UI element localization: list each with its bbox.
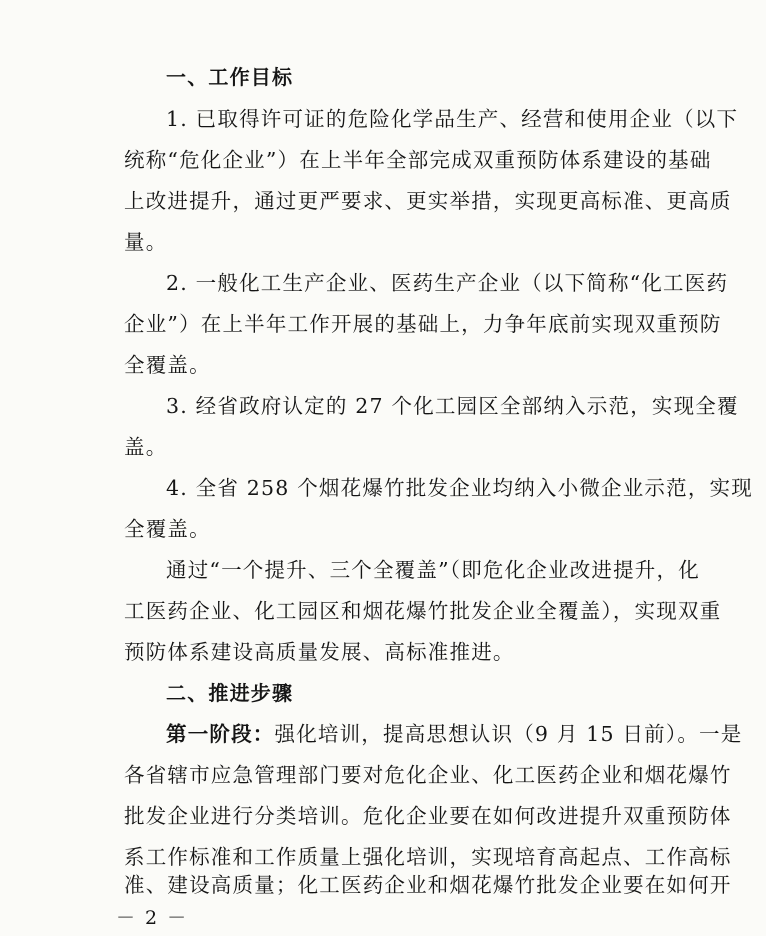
item-1-line-3: 上改进提升，通过更严要求、更实举措，实现更高标准、更高质 bbox=[124, 189, 732, 213]
stage-1-line-2: 各省辖市应急管理部门要对危化企业、化工医药企业和烟花爆竹 bbox=[124, 763, 732, 787]
stage-1-line-4: 系工作标准和工作质量上强化培训，实现培育高起点、工作高标 bbox=[124, 845, 732, 869]
item-1-line-4: 量。 bbox=[124, 230, 168, 254]
item-3-line-1: 3. 经省政府认定的 27 个化工园区全部纳入示范，实现全覆 bbox=[166, 394, 739, 418]
summary-line-2: 工医药企业、化工园区和烟花爆竹批发企业全覆盖），实现双重 bbox=[124, 599, 722, 623]
summary-line-3: 预防体系建设高质量发展、高标准推进。 bbox=[124, 640, 515, 664]
item-3-line-2: 盖。 bbox=[124, 435, 168, 459]
item-1-line-1: 1. 已取得许可证的危险化学品生产、经营和使用企业（以下 bbox=[166, 107, 739, 131]
page-number: － 2 － bbox=[116, 907, 189, 929]
stage-1-title: 强化培训，提高思想认识（9 月 15 日前）。一是 bbox=[274, 722, 743, 746]
item-1-line-2: 统称“危化企业”）在上半年全部完成双重预防体系建设的基础 bbox=[124, 148, 712, 172]
section-heading-2: 二、推进步骤 bbox=[166, 681, 294, 705]
stage-1-line-5: 准、建设高质量；化工医药企业和烟花爆竹批发企业要在如何开 bbox=[124, 873, 732, 897]
stage-1-line-1 bbox=[166, 721, 742, 747]
summary-line-1: 通过“一个提升、三个全覆盖”（即危化企业改进提升，化 bbox=[166, 558, 700, 582]
item-2-line-1: 2. 一般化工生产企业、医药生产企业（以下简称“化工医药 bbox=[166, 271, 729, 295]
item-4-line-1: 4. 全省 258 个烟花爆竹批发企业均纳入小微企业示范，实现 bbox=[166, 476, 753, 500]
section-heading-1: 一、工作目标 bbox=[166, 65, 294, 89]
item-2-line-3: 全覆盖。 bbox=[124, 353, 211, 377]
stage-1-line-3: 批发企业进行分类培训。危化企业要在如何改进提升双重预防体 bbox=[124, 804, 732, 828]
item-4-line-2: 全覆盖。 bbox=[124, 517, 211, 541]
item-2-line-2: 企业”）在上半年工作开展的基础上，力争年底前实现双重预防 bbox=[124, 312, 722, 336]
stage-1-label: 第一阶段： bbox=[166, 722, 275, 746]
